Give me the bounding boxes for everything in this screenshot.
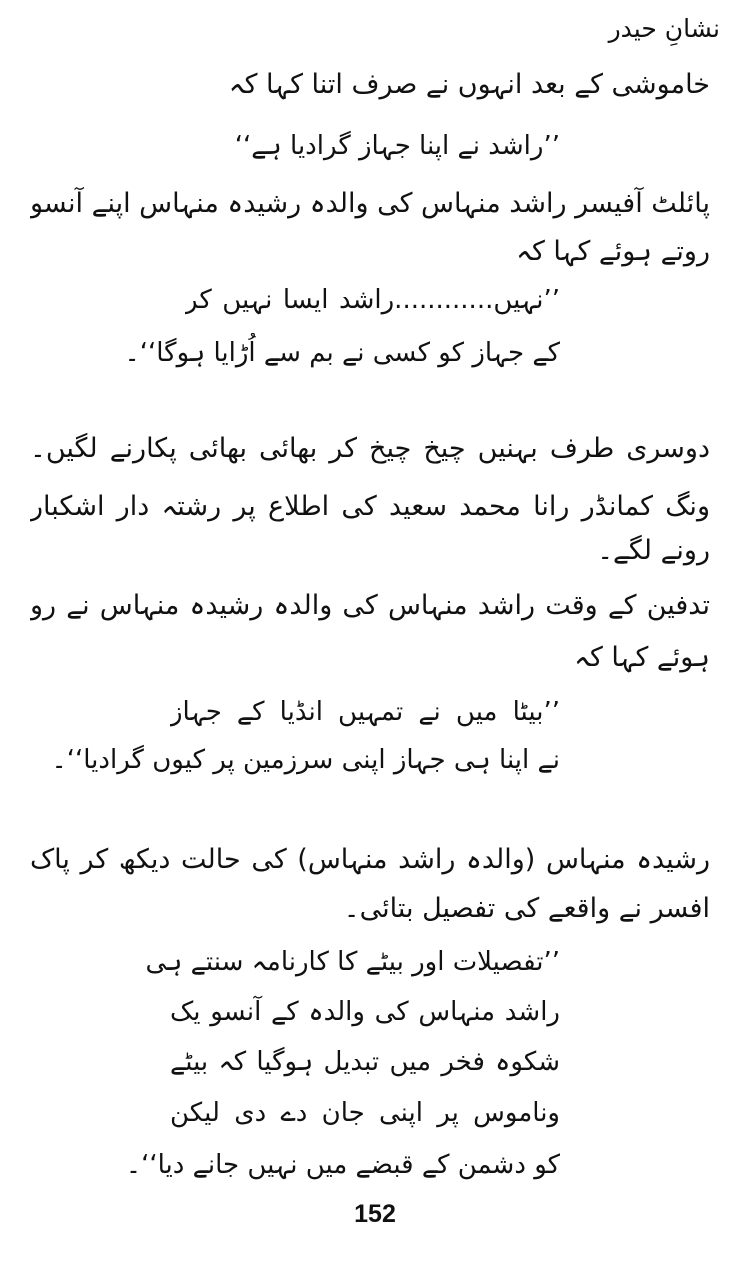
quote-line: راشد منہاس کی والدہ کے آنسو یک [170,997,560,1027]
quote-line: وناموس پر اپنی جان دے دی لیکن [170,1098,560,1128]
quote-line: کے جہاز کو کسی نے بم سے اُڑایا ہوگا‘‘۔ [124,338,560,368]
text-line: پائلٹ آفیسر راشد منہاس کی والدہ رشیدہ منہاس اپنے آنسو [30,188,710,219]
text-line: تدفین کے وقت راشد منہاس کی والدہ رشیدہ منہاس نے رو [30,590,710,621]
text-line: افسر نے واقعے کی تفصیل بتائی۔ [343,893,710,924]
text-line: دوسری طرف بہنیں چیخ چیخ کر بھائی بھائی پکارنے لگیں۔ [30,433,710,464]
running-header-title: نشانِ حیدر [608,14,720,43]
quote-line: شکوہ فخر میں تبدیل ہوگیا کہ بیٹے [170,1047,560,1077]
text-line: خاموشی کے بعد انہوں نے صرف اتنا کہا کہ [228,69,710,100]
quote-line: ’’راشد نے اپنا جہاز گرادیا ہے‘‘ [234,131,560,161]
quote-line: ’’بیٹا میں نے تمہیں انڈیا کے جہاز [170,697,560,727]
text-line: ہوئے کہا کہ [574,642,710,673]
quote-line: ’’نہیں............راشد ایسا نہیں کر [185,285,560,315]
text-line: ونگ کمانڈر رانا محمد سعید کی اطلاع پر رشتہ دار اشکبار [30,491,710,522]
page-number: 152 [354,1200,396,1228]
quote-line: نے اپنا ہی جہاز اپنی سرزمین پر کیوں گرادیا‘‘۔ [51,745,560,775]
text-line: رشیدہ منہاس (والدہ راشد منہاس) کی حالت دیکھ کر پاک [30,844,710,875]
quote-line: ’’تفصیلات اور بیٹے کا کارنامہ سنتے ہی [145,947,560,977]
text-line: روتے ہوئے کہا کہ [516,236,710,267]
text-line: رونے لگے۔ [597,535,710,566]
quote-line: کو دشمن کے قبضے میں نہیں جانے دیا‘‘۔ [125,1150,560,1180]
